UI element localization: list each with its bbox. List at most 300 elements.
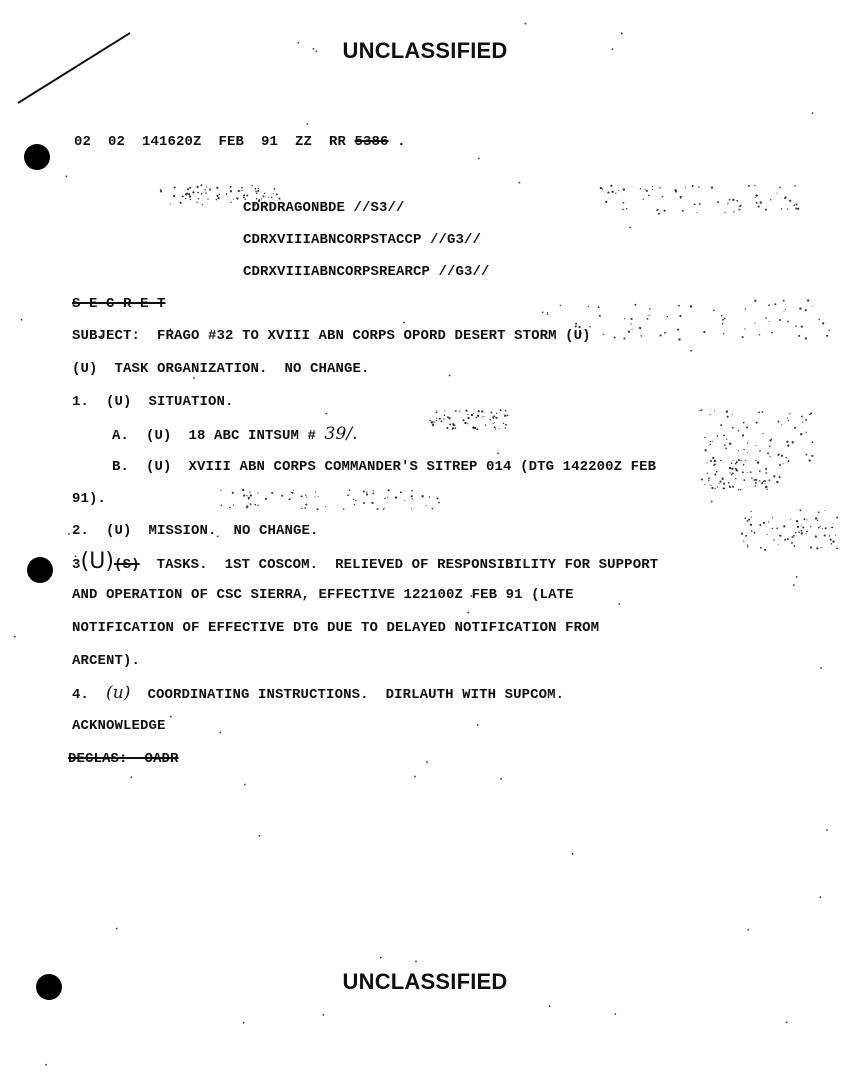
speckle-dot xyxy=(806,519,807,520)
speckle-dot xyxy=(728,482,730,484)
speckle-dot xyxy=(708,480,709,481)
speckle-dot xyxy=(723,333,724,334)
speckle-dot xyxy=(735,478,736,479)
speckle-dot xyxy=(711,485,712,486)
speckle-dot xyxy=(476,428,478,430)
speckle-dot xyxy=(698,186,699,187)
speckle-dot xyxy=(449,423,451,425)
speckle-dot xyxy=(736,200,738,202)
speckle-dot xyxy=(403,322,405,324)
speckle-dot xyxy=(473,413,474,414)
speckle-dot xyxy=(481,417,482,418)
speckle-dot xyxy=(765,317,767,319)
paragraph-3-number: 3 xyxy=(72,557,81,573)
speckle-dot xyxy=(690,350,692,352)
speckle-dot xyxy=(739,209,741,211)
speckle-dot xyxy=(694,204,696,206)
speckle-dot xyxy=(793,584,795,586)
speckle-dot xyxy=(495,428,496,429)
speckle-dot xyxy=(467,417,469,419)
speckle-dot xyxy=(255,191,257,193)
speckle-dot xyxy=(750,471,752,473)
speckle-dot xyxy=(605,201,607,203)
speckle-dot xyxy=(366,491,367,492)
speckle-dot xyxy=(816,547,818,549)
speckle-dot xyxy=(743,541,744,542)
speckle-dot xyxy=(725,447,727,449)
speckle-dot xyxy=(785,457,787,459)
speckle-dot xyxy=(241,187,243,189)
speckle-dot xyxy=(811,455,813,457)
speckle-dot xyxy=(343,508,344,509)
speckle-dot xyxy=(796,520,798,522)
speckle-dot xyxy=(829,535,831,537)
speckle-dots xyxy=(14,23,838,1066)
speckle-dot xyxy=(738,450,739,451)
speckle-dot xyxy=(747,452,748,453)
speckle-dot xyxy=(500,409,502,411)
speckle-dot xyxy=(217,197,219,199)
speckle-dot xyxy=(647,318,649,320)
speckle-dot xyxy=(241,190,242,191)
speckle-dot xyxy=(801,415,803,417)
speckle-dot xyxy=(505,410,507,412)
speckle-dot xyxy=(494,422,495,423)
speckle-dot xyxy=(706,462,707,463)
speckle-dot xyxy=(756,445,757,446)
speckle-dot xyxy=(836,517,838,519)
speckle-dot xyxy=(652,189,653,190)
speckle-dot xyxy=(732,472,734,474)
speckle-dot xyxy=(618,603,620,605)
speckle-dot xyxy=(305,495,306,496)
message-header-prefix: 02 02 141620Z FEB 91 ZZ RR xyxy=(74,134,355,150)
speckle-dot xyxy=(736,461,738,463)
message-header-line: 02 02 141620Z FEB 91 ZZ RR 5386 . xyxy=(74,134,406,150)
speckle-dot xyxy=(791,536,793,538)
handwritten-u-mark-lower: (u) xyxy=(106,683,131,703)
speckle-dot xyxy=(822,528,823,529)
speckle-dot xyxy=(753,479,755,481)
speckle-dot xyxy=(383,508,384,509)
paragraph-2-mission: 2. (U) MISSION. NO CHANGE. xyxy=(72,523,319,539)
speckle-dot xyxy=(631,318,633,320)
speckle-dot xyxy=(754,185,755,186)
subject-line: SUBJECT: FRAGO #32 TO XVIII ABN CORPS OPORD DESERT STORM (U) xyxy=(72,328,591,344)
speckle-dot xyxy=(824,534,826,536)
speckle-dot xyxy=(709,444,711,446)
handwritten-u-mark: (U) xyxy=(80,549,115,574)
speckle-dot xyxy=(741,460,742,461)
speckle-dot xyxy=(497,453,499,455)
speckle-dot xyxy=(306,123,308,125)
speckle-dot xyxy=(248,498,249,499)
speckle-dot xyxy=(639,327,641,329)
speckle-dot xyxy=(624,318,625,319)
speckle-dot xyxy=(174,186,176,188)
speckle-dot xyxy=(758,412,760,414)
speckle-dot xyxy=(304,507,306,509)
speckle-dot xyxy=(732,199,734,201)
speckle-dot xyxy=(185,198,187,200)
speckle-dot xyxy=(818,511,820,513)
speckle-dot xyxy=(257,492,258,493)
speckle-dot xyxy=(173,195,175,197)
speckle-dot xyxy=(759,470,761,472)
speckle-dot xyxy=(755,479,757,481)
speckle-dot xyxy=(289,498,291,500)
speckle-dot xyxy=(786,1021,788,1023)
punch-hole-middle xyxy=(27,557,53,583)
speckle-dot xyxy=(829,330,830,331)
speckle-dot xyxy=(797,208,799,210)
speckle-dot xyxy=(258,188,259,189)
speckle-dot xyxy=(380,957,382,959)
speckle-dot xyxy=(776,528,778,530)
speckle-dot xyxy=(623,188,625,190)
speckle-dot xyxy=(805,419,807,421)
addressee-2: CDRXVIIIABNCORPSTACCP //G3// xyxy=(243,232,482,248)
speckle-dot xyxy=(704,449,706,451)
speckle-dot xyxy=(740,205,742,207)
speckle-dot xyxy=(714,464,716,466)
speckle-dot xyxy=(602,188,603,189)
speckle-dot xyxy=(794,185,796,187)
speckle-dot xyxy=(347,494,349,496)
speckle-dot xyxy=(678,305,680,307)
speckle-dot xyxy=(623,202,625,204)
speckle-dot xyxy=(325,506,326,507)
speckle-dot xyxy=(499,428,500,429)
speckle-dot xyxy=(471,414,473,416)
speckle-dot xyxy=(436,412,438,414)
speckle-dot xyxy=(493,415,495,417)
speckle-dot xyxy=(444,414,446,416)
speckle-dot xyxy=(765,209,767,211)
speckle-dot xyxy=(768,304,770,306)
speckle-dot xyxy=(641,335,643,337)
speckle-dot xyxy=(810,546,812,548)
speckle-dot xyxy=(490,412,492,414)
speckle-dot xyxy=(323,1014,325,1016)
paragraph-3-line-1 xyxy=(72,549,659,574)
speckle-dot xyxy=(485,424,486,425)
speckle-dot xyxy=(494,427,496,429)
speckle-dot xyxy=(727,203,728,204)
speckle-dot xyxy=(603,334,604,335)
speckle-dot xyxy=(412,496,413,497)
speckle-dot xyxy=(764,549,766,551)
speckle-dot xyxy=(182,195,184,197)
speckle-dot xyxy=(649,315,650,316)
speckle-dot xyxy=(185,193,187,195)
speckle-dot xyxy=(759,524,761,526)
speckle-dot xyxy=(745,517,747,519)
speckle-dot xyxy=(246,505,248,507)
speckle-dot xyxy=(765,468,767,470)
speckle-dot xyxy=(717,201,719,203)
speckle-dot xyxy=(690,305,692,307)
speckle-dot xyxy=(783,525,785,527)
speckle-dot xyxy=(704,437,705,438)
speckle-dot xyxy=(68,533,70,535)
speckle-dot xyxy=(662,196,664,198)
speckle-dot xyxy=(747,545,748,546)
speckle-dot xyxy=(549,1005,551,1007)
speckle-dot xyxy=(757,461,759,463)
speckle-dot xyxy=(190,199,191,200)
speckle-dot xyxy=(14,636,16,638)
speckle-dot xyxy=(496,417,498,419)
speckle-dot xyxy=(649,308,651,310)
speckle-dot xyxy=(826,829,828,831)
speckle-dot xyxy=(832,527,834,529)
speckle-dot xyxy=(712,457,714,459)
speckle-dot xyxy=(751,477,753,479)
speckle-dot xyxy=(769,446,771,448)
speckle-dot xyxy=(426,761,428,763)
speckle-dot xyxy=(743,479,745,481)
speckle-dot xyxy=(778,544,779,545)
speckle-dot xyxy=(630,323,631,324)
speckle-dot xyxy=(719,483,720,484)
speckle-dot xyxy=(711,186,713,188)
speckle-dot xyxy=(735,463,737,465)
speckle-dot xyxy=(769,479,771,481)
speckle-dot xyxy=(372,493,374,495)
speckle-dot xyxy=(742,434,744,436)
speckle-dot xyxy=(505,424,507,426)
speckle-dot xyxy=(430,420,431,421)
speckle-dot xyxy=(802,527,804,529)
speckle-dot xyxy=(817,520,818,521)
speckle-dot xyxy=(254,188,256,190)
speckle-dot xyxy=(242,489,244,491)
speckle-dot xyxy=(621,32,623,34)
speckle-dot xyxy=(729,486,731,488)
speckle-dot xyxy=(822,322,824,324)
speckle-dot xyxy=(767,489,768,490)
speckle-dot xyxy=(645,189,646,190)
speckle-dot xyxy=(431,422,432,423)
speckle-dot xyxy=(719,481,721,483)
speckle-dot xyxy=(301,495,303,497)
speckle-dot xyxy=(801,326,803,328)
speckle-dot xyxy=(756,202,758,204)
speckle-dot xyxy=(779,535,781,537)
addressee-1: CDRDRAGONBDE //S3// xyxy=(243,200,405,216)
speckle-dot xyxy=(436,420,437,421)
speckle-dot xyxy=(292,492,294,494)
speckle-dot xyxy=(411,490,413,492)
speckle-dot xyxy=(717,435,719,437)
speckle-dot xyxy=(806,530,808,532)
speckle-dot xyxy=(791,542,793,544)
speckle-dot xyxy=(819,896,821,898)
speckle-dot xyxy=(788,420,789,421)
speckle-dot xyxy=(400,491,402,493)
speckle-dot xyxy=(821,547,822,548)
speckle-dot xyxy=(436,411,437,412)
speckle-dot xyxy=(680,198,681,199)
speckle-dot xyxy=(747,442,748,443)
speckle-dot xyxy=(615,193,616,194)
speckle-dot xyxy=(798,335,800,337)
message-header-struck-number: 5386 xyxy=(354,134,389,150)
speckle-dot xyxy=(455,410,457,412)
speckle-dot xyxy=(467,612,469,614)
speckle-dot xyxy=(710,414,711,415)
speckle-dot xyxy=(760,201,762,203)
speckle-dot xyxy=(373,490,374,491)
speckle-dot xyxy=(777,193,778,194)
speckle-dot xyxy=(218,194,220,196)
speckle-dot xyxy=(493,417,495,419)
paragraph-3-line-2: AND OPERATION OF CSC SIERRA, EFFECTIVE 122100Z FEB 91 (LATE xyxy=(72,587,574,603)
speckle-dot xyxy=(807,299,809,301)
speckle-dot xyxy=(255,504,257,506)
speckle-dot xyxy=(252,185,253,186)
speckle-dot xyxy=(414,776,416,778)
speckle-dot xyxy=(387,497,388,498)
speckle-dot xyxy=(433,425,434,426)
speckle-dot xyxy=(747,472,748,473)
speckle-dot xyxy=(800,433,802,435)
speckle-dot xyxy=(618,190,619,191)
speckle-dot xyxy=(481,410,483,412)
speckle-dot xyxy=(404,500,405,501)
speckle-dot xyxy=(244,784,246,786)
speckle-dot xyxy=(448,417,450,419)
speckle-dot xyxy=(677,329,679,331)
speckle-dot xyxy=(750,511,751,512)
speckle-dot xyxy=(239,190,241,192)
speckle-dot xyxy=(738,489,740,491)
speckle-dot xyxy=(640,188,641,189)
paragraph-4-text: COORDINATING INSTRUCTIONS. DIRLAUTH WITH SUPCOM. xyxy=(130,687,565,703)
speckle-dot xyxy=(433,421,435,423)
speckle-dot xyxy=(795,208,797,210)
speckle-dot xyxy=(826,335,828,337)
speckle-dot xyxy=(789,413,790,414)
speckle-dot xyxy=(209,188,211,190)
speckle-dot xyxy=(805,533,806,534)
speckle-dot xyxy=(701,478,703,480)
speckle-dot xyxy=(250,504,252,506)
speckle-dot xyxy=(793,535,795,537)
speckle-dot xyxy=(751,516,752,517)
speckle-dot xyxy=(769,439,771,441)
speckle-dot xyxy=(765,472,766,473)
speckle-dot xyxy=(761,482,763,484)
speckle-dot xyxy=(809,414,810,415)
speckle-dot xyxy=(762,433,763,434)
speckle-dot xyxy=(732,414,733,415)
speckle-dot xyxy=(314,496,315,497)
speckle-dot xyxy=(742,471,744,473)
speckle-dot xyxy=(812,306,813,307)
speckle-dot xyxy=(200,184,202,186)
speckle-dot xyxy=(600,187,602,189)
speckle-dot xyxy=(721,315,723,317)
speckle-dot xyxy=(467,423,468,424)
speckle-dot xyxy=(301,508,302,509)
speckle-dot xyxy=(607,192,609,194)
speckle-dot xyxy=(745,308,746,309)
speckle-dot xyxy=(197,202,198,203)
speckle-dot xyxy=(291,492,292,493)
speckle-dot xyxy=(738,430,740,432)
speckle-dot xyxy=(789,200,791,202)
speckle-dot xyxy=(801,532,803,534)
speckle-dot xyxy=(560,305,561,306)
speckle-dot xyxy=(802,422,803,423)
classification-header: UNCLASSIFIED xyxy=(342,38,508,63)
speckle-dot xyxy=(196,186,198,188)
speckle-dot xyxy=(243,194,245,196)
speckle-dot xyxy=(188,193,190,195)
speckle-dot xyxy=(754,485,756,487)
speckle-dot xyxy=(626,208,628,210)
speckle-dot xyxy=(708,477,710,479)
speckle-dot xyxy=(465,410,467,412)
speckle-dot xyxy=(187,188,189,190)
paragraph-1-situation: 1. (U) SITUATION. xyxy=(72,394,234,410)
speckle-dot xyxy=(696,212,697,213)
speckle-dot xyxy=(755,197,756,198)
speckle-dot xyxy=(349,489,351,491)
speckle-dot xyxy=(751,530,753,532)
speckle-dot xyxy=(723,487,725,489)
speckle-dot xyxy=(769,456,770,457)
speckle-dot xyxy=(798,531,800,533)
speckle-dot xyxy=(384,507,385,508)
speckle-dot xyxy=(742,336,744,338)
speckle-dot xyxy=(45,1064,47,1066)
speckle-dot xyxy=(441,421,443,423)
speckle-dot xyxy=(599,315,601,317)
speckle-dot xyxy=(216,195,218,197)
speckle-dot xyxy=(754,532,756,534)
speckle-dot xyxy=(801,525,802,526)
speckle-dot xyxy=(271,197,273,199)
speckle-dot xyxy=(229,507,231,509)
speckle-dot xyxy=(478,410,480,412)
paragraph-1a-text: A. (U) 18 ABC INTSUM # xyxy=(112,428,325,444)
speckle-dot xyxy=(805,432,806,433)
speckle-dot xyxy=(799,307,801,309)
speckle-dot xyxy=(790,519,791,520)
speckle-dot xyxy=(794,427,796,429)
speckle-dot xyxy=(714,410,715,411)
speckle-dot xyxy=(741,533,743,535)
speckle-dot xyxy=(189,195,191,197)
speckle-dot xyxy=(614,336,616,338)
speckle-dot xyxy=(787,418,788,419)
speckle-dot xyxy=(429,496,431,498)
speckle-dot xyxy=(443,418,444,419)
speckle-dot xyxy=(779,464,781,466)
speckle-dot xyxy=(473,427,475,429)
speckle-dot xyxy=(230,186,232,188)
speckle-dot xyxy=(720,460,721,461)
speckle-dot xyxy=(628,331,630,333)
speckle-dot xyxy=(622,208,624,210)
speckle-dot xyxy=(395,496,397,498)
speckle-dot xyxy=(658,213,660,215)
speckle-dot xyxy=(66,176,68,178)
speckle-dot xyxy=(575,323,577,325)
